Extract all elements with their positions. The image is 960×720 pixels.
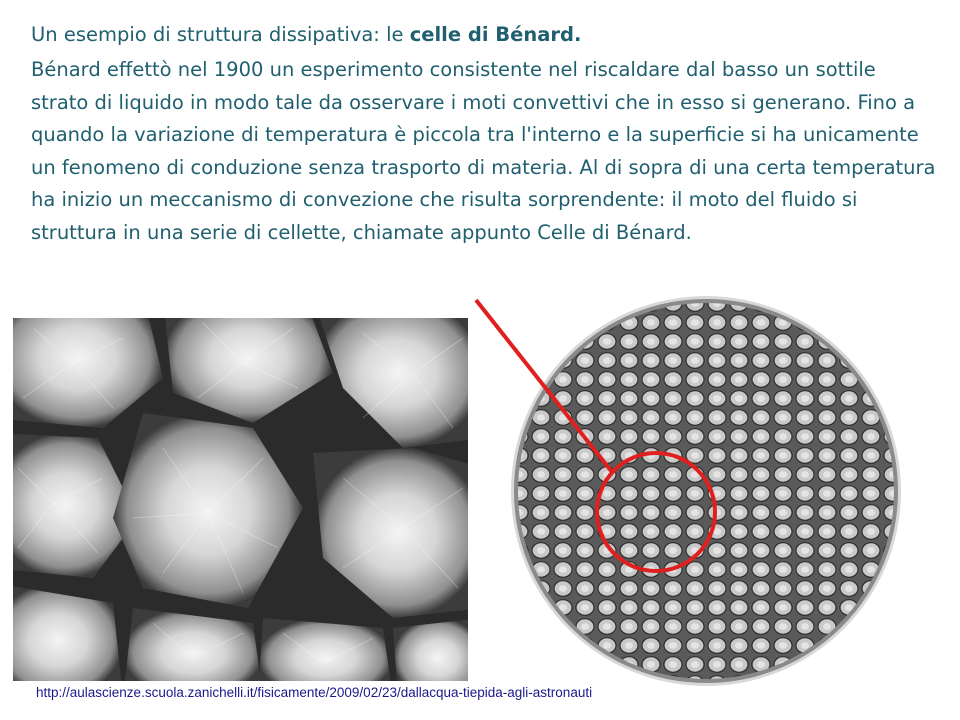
title-emphasis: celle di Bénard. xyxy=(409,23,582,46)
benard-cells-closeup-photo xyxy=(13,318,468,681)
title-prefix: Un esempio di struttura dissipativa: le xyxy=(31,23,410,46)
benard-cells-dish-photo xyxy=(508,294,904,688)
slide-title xyxy=(31,20,931,50)
slide-body-text: Bénard effettò nel 1900 un esperimento consistente nel riscaldare dal basso un sottile strato di liquido in modo tale da osservare i moti convettivi che in esso si generano. Fino a quando la variazione di temperatura è piccola tra l'interno e la superficie si ha unicamente un fenomeno di conduzione senza trasporto di materia. Al di sopra di una certa temperatura ha inizio un meccanismo di convezione che risulta sorprendente: il moto del fluido si struttura in una serie di cellette, chiamate appunto Celle di Bénard. xyxy=(31,58,936,244)
source-url-link[interactable]: http://aulascienze.scuola.zanichelli.it/fisicamente/2009/02/23/dallacqua-tiepida-agli-astronauti xyxy=(36,685,593,700)
